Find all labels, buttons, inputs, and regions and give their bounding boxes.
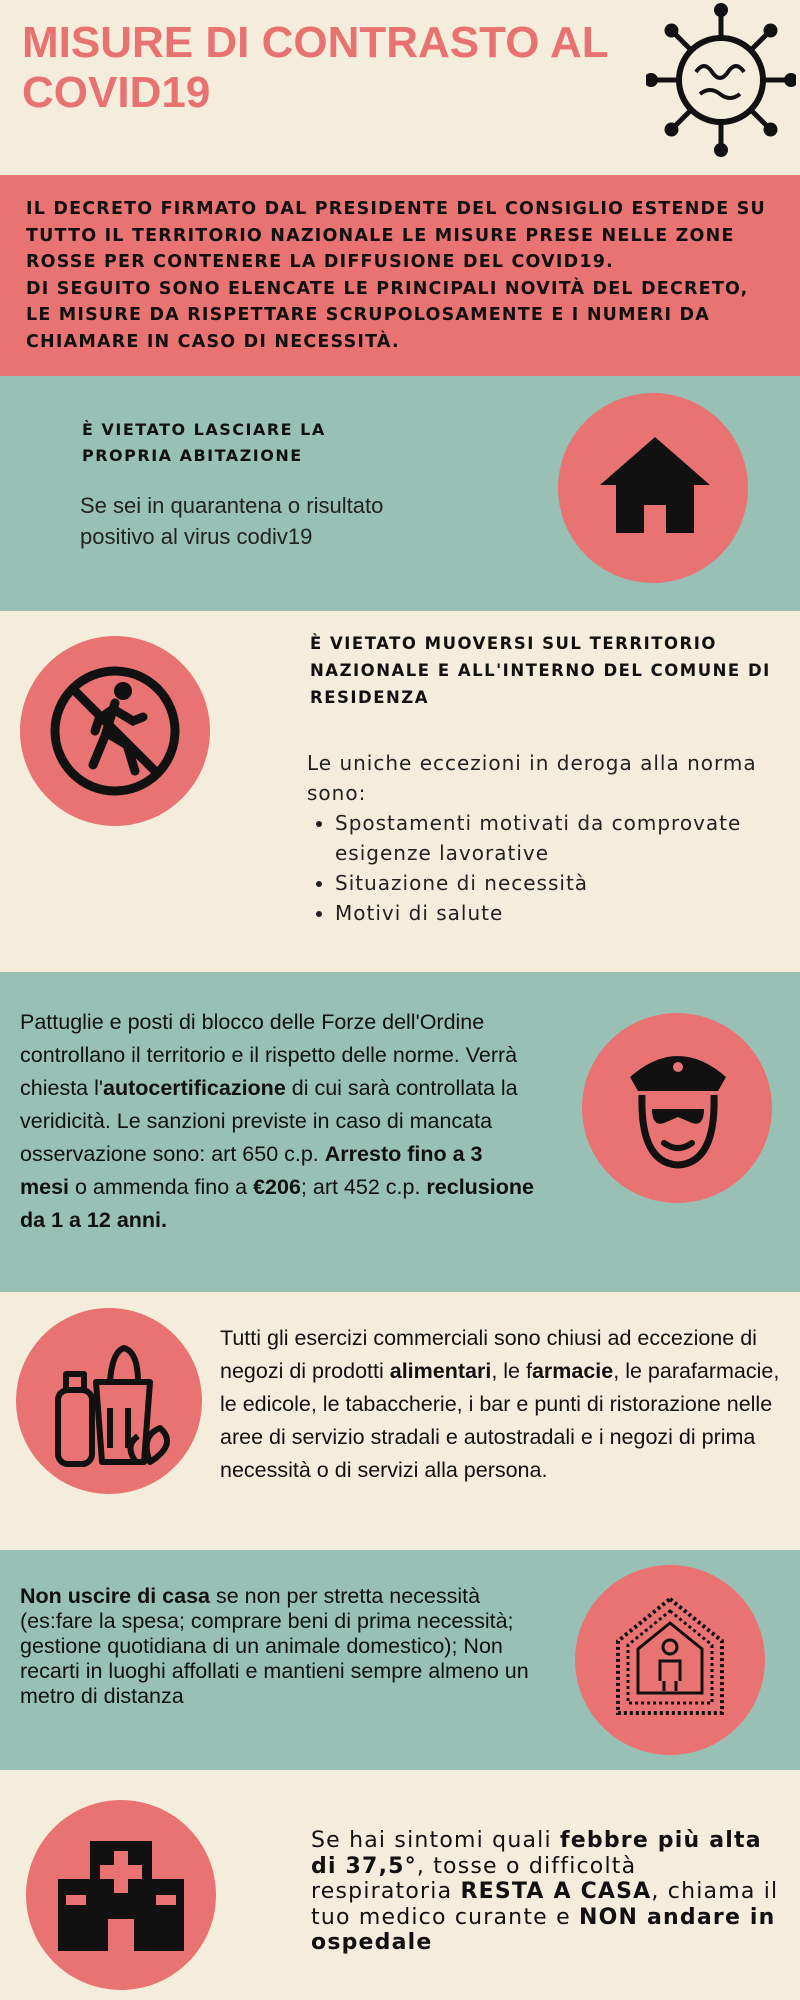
symptoms-text-part: , tosse o difficoltà respiratoria — [311, 1853, 637, 1904]
shops-text — [220, 1322, 790, 1487]
police-text-part: o ammenda fino a — [69, 1175, 254, 1199]
police-text-bold: Arresto fino a 3 mesi — [20, 1142, 483, 1199]
police-text-bold: €206 — [253, 1175, 301, 1199]
movement-heading: È VIETATO MUOVERSI SUL TERRITORIO NAZIONALE E ALL'INTERNO DEL COMUNE DI RESIDENZA — [310, 634, 771, 707]
stay-home-text-part: se non per stretta necessità (es:fare la spesa; comprare beni di prima necessità; gestione quotidiana di un animale domestico); Non recarti in luoghi affollati e mantieni sempre almeno un metro di distanza — [20, 1584, 529, 1708]
grocery-bag-icon — [50, 1338, 180, 1468]
shops-text-part: , le f — [491, 1359, 532, 1383]
police-text-part: Pattuglie e posti di blocco delle Forze dell'Ordine controllano il territorio e il rispetto delle norme. Verrà chiesta l' — [20, 1010, 518, 1100]
police-text-part: ; art 452 c.p. — [300, 1175, 427, 1199]
no-pedestrian-icon — [45, 661, 185, 801]
police-text-bold: autocertificazione — [102, 1076, 286, 1100]
symptoms-text-bold: febbre più alta di 37,5° — [311, 1828, 762, 1879]
intro-paragraph-2: DI SEGUITO SONO ELENCATE LE PRINCIPALI NOVITÀ DEL DECRETO, LE MISURE DA RISPETTARE SCRUPOLOSAMENTE E I NUMERI DA CHIAMARE IN CASO DI NECESSITÀ. — [26, 278, 749, 352]
symptoms-text-part: Se hai sintomi quali — [311, 1828, 560, 1853]
home-text: Se sei in quarantena o risultato positivo al virus codiv19 — [80, 493, 384, 549]
list-item: • Situazione di necessità — [335, 868, 777, 898]
shops-text-bold: alimentari — [389, 1359, 492, 1383]
movement-intro: Le uniche eccezioni in deroga alla norma sono: — [307, 751, 757, 805]
police-officer-icon — [622, 1043, 734, 1171]
intro-paragraph-1: IL DECRETO FIRMATO DAL PRESIDENTE DEL CONSIGLIO ESTENDE SU TUTTO IL TERRITORIO NAZIONALE LE MISURE PRESE NELLE ZONE ROSSE PER CONTENERE LA DIFFUSIONE DEL COVID19. — [26, 199, 766, 272]
symptoms-text-part: , chiama il tuo medico curante e — [311, 1879, 779, 1930]
movement-body — [307, 748, 777, 928]
exceptions-list — [307, 808, 777, 928]
hospital-icon — [56, 1835, 186, 1953]
person-in-house-icon — [614, 1595, 726, 1719]
page-title: MISURE DI CONTRASTO AL COVID19 — [22, 18, 608, 117]
shops-text-part: Tutti gli esercizi commerciali sono chiusi ad eccezione di negozi di prodotti — [220, 1326, 757, 1383]
shops-text-bold: armacie — [531, 1359, 614, 1383]
stay-home-text-bold: Non uscire di casa — [20, 1584, 210, 1608]
shops-text-part: , le parafarmacie, le edicole, le tabaccherie, i bar e punti di ristorazione nelle aree di servizio stradali e autostradali e i negozi di prima necessità o di servizi alla persona. — [220, 1359, 780, 1482]
list-item: • Spostamenti motivati da comprovate esigenze lavorative — [335, 808, 777, 868]
list-item: • Motivi di salute — [335, 898, 777, 928]
home-heading: È VIETATO LASCIARE LA PROPRIA ABITAZIONE — [82, 420, 326, 465]
police-text-part: di cui sarà controllata la veridicità. Le sanzioni previste in caso di mancata osservazione sono: art 650 c.p. — [20, 1076, 518, 1166]
symptoms-text-bold: RESTA A CASA — [460, 1879, 652, 1904]
police-text — [20, 1006, 535, 1237]
intro-text — [26, 196, 778, 355]
symptoms-text-bold: NON andare in ospedale — [311, 1904, 776, 1955]
house-icon — [600, 435, 710, 535]
police-text-bold: reclusione da 1 a 12 anni. — [20, 1175, 534, 1232]
symptoms-text — [311, 1828, 781, 1956]
stay-home-text — [20, 1584, 540, 1709]
virus-icon — [646, 0, 796, 165]
